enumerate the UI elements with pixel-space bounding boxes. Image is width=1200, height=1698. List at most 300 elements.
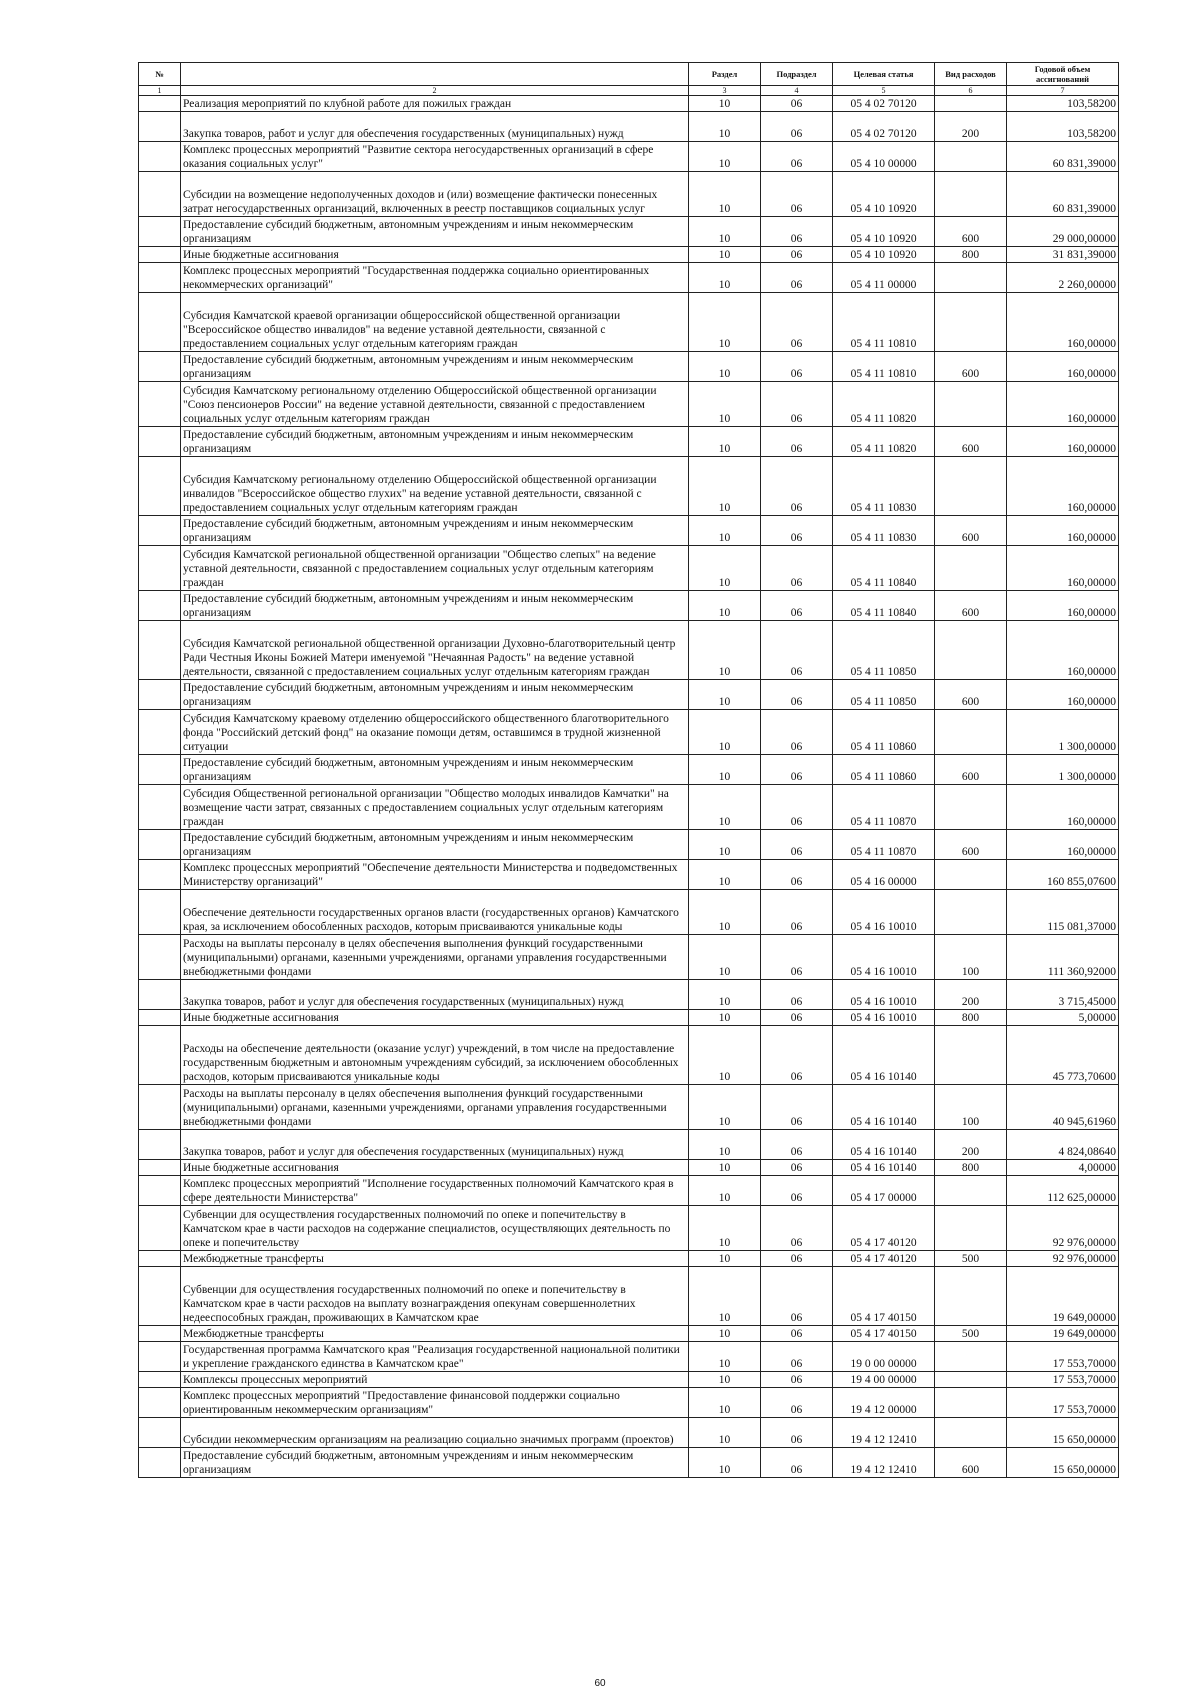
amount-cell: 92 976,00000 bbox=[1007, 1251, 1119, 1267]
table-row bbox=[139, 1388, 1119, 1418]
target-article-cell: 05 4 11 10870 bbox=[833, 830, 935, 860]
amount-cell: 160,00000 bbox=[1007, 621, 1119, 680]
expense-type-cell: 100 bbox=[935, 935, 1007, 980]
amount-cell: 160,00000 bbox=[1007, 382, 1119, 427]
expense-type-cell bbox=[935, 1176, 1007, 1206]
subsection-cell: 06 bbox=[761, 142, 833, 172]
table-row bbox=[139, 1026, 1119, 1085]
row-number-cell bbox=[139, 980, 181, 1010]
table-row bbox=[139, 1326, 1119, 1342]
target-article-cell: 05 4 02 70120 bbox=[833, 96, 935, 112]
target-article-cell: 19 4 12 00000 bbox=[833, 1388, 935, 1418]
row-number-cell bbox=[139, 591, 181, 621]
expense-name-cell: Межбюджетные трансферты bbox=[181, 1326, 689, 1342]
subsection-cell: 06 bbox=[761, 785, 833, 830]
column-number: 2 bbox=[181, 86, 689, 96]
amount-cell: 112 625,00000 bbox=[1007, 1176, 1119, 1206]
section-cell: 10 bbox=[689, 112, 761, 142]
expense-type-cell bbox=[935, 621, 1007, 680]
target-article-cell: 05 4 11 10810 bbox=[833, 293, 935, 352]
amount-cell: 111 360,92000 bbox=[1007, 935, 1119, 980]
row-number-cell bbox=[139, 1160, 181, 1176]
budget-sheet bbox=[138, 62, 1118, 1478]
expense-type-cell bbox=[935, 172, 1007, 217]
expense-type-cell bbox=[935, 293, 1007, 352]
section-cell: 10 bbox=[689, 293, 761, 352]
target-article-cell: 05 4 10 00000 bbox=[833, 142, 935, 172]
expense-name-cell: Закупка товаров, работ и услуг для обеспечения государственных (муниципальных) нужд bbox=[181, 1130, 689, 1160]
table-row bbox=[139, 1176, 1119, 1206]
expense-type-cell bbox=[935, 1388, 1007, 1418]
row-number-cell bbox=[139, 457, 181, 516]
table-row bbox=[139, 263, 1119, 293]
target-article-cell: 19 4 00 00000 bbox=[833, 1372, 935, 1388]
subsection-cell: 06 bbox=[761, 1418, 833, 1448]
target-article-cell: 05 4 17 40150 bbox=[833, 1326, 935, 1342]
section-cell: 10 bbox=[689, 1206, 761, 1251]
amount-cell: 29 000,00000 bbox=[1007, 217, 1119, 247]
section-cell: 10 bbox=[689, 1130, 761, 1160]
section-cell: 10 bbox=[689, 1176, 761, 1206]
target-article-cell: 05 4 10 10920 bbox=[833, 247, 935, 263]
column-number: 4 bbox=[761, 86, 833, 96]
subsection-cell: 06 bbox=[761, 1267, 833, 1326]
expense-name-cell: Государственная программа Камчатского края "Реализация государственной национальной политики и укрепление гражданского единства в Камчатском крае" bbox=[181, 1342, 689, 1372]
section-cell: 10 bbox=[689, 1448, 761, 1478]
section-cell: 10 bbox=[689, 1388, 761, 1418]
section-cell: 10 bbox=[689, 830, 761, 860]
amount-cell: 3 715,45000 bbox=[1007, 980, 1119, 1010]
column-number: 1 bbox=[139, 86, 181, 96]
section-cell: 10 bbox=[689, 142, 761, 172]
target-article-cell: 05 4 11 10860 bbox=[833, 755, 935, 785]
target-article-cell: 05 4 11 10830 bbox=[833, 457, 935, 516]
subsection-cell: 06 bbox=[761, 217, 833, 247]
amount-cell: 115 081,37000 bbox=[1007, 890, 1119, 935]
expense-name-cell: Субсидия Камчатской региональной общественной организации "Общество слепых" на ведение уставной деятельности, связанной с предоставлением социальных услуг отдельным категориям граждан bbox=[181, 546, 689, 591]
expense-name-cell: Реализация мероприятий по клубной работе для пожилых граждан bbox=[181, 96, 689, 112]
expense-type-cell: 200 bbox=[935, 112, 1007, 142]
row-number-cell bbox=[139, 293, 181, 352]
table-row bbox=[139, 1418, 1119, 1448]
subsection-cell: 06 bbox=[761, 621, 833, 680]
expense-name-cell: Обеспечение деятельности государственных органов власти (государственных органов) Камчатского края, за исключением обособленных расходов, которым присваиваются уникальные коды bbox=[181, 890, 689, 935]
row-number-cell bbox=[139, 172, 181, 217]
table-row bbox=[139, 860, 1119, 890]
expense-name-cell: Предоставление субсидий бюджетным, автономным учреждениям и иным некоммерческим организациям bbox=[181, 427, 689, 457]
expense-type-cell bbox=[935, 1026, 1007, 1085]
header-subsection: Подраздел bbox=[761, 63, 833, 86]
target-article-cell: 05 4 16 10010 bbox=[833, 935, 935, 980]
expense-name-cell: Расходы на выплаты персоналу в целях обеспечения выполнения функций государственными (муниципальными) органами, казенными учреждениями, органами управления государственными внебюджетными фондами bbox=[181, 1085, 689, 1130]
expense-type-cell bbox=[935, 1418, 1007, 1448]
target-article-cell: 05 4 16 00000 bbox=[833, 860, 935, 890]
expense-name-cell: Закупка товаров, работ и услуг для обеспечения государственных (муниципальных) нужд bbox=[181, 112, 689, 142]
subsection-cell: 06 bbox=[761, 1372, 833, 1388]
subsection-cell: 06 bbox=[761, 755, 833, 785]
budget-table bbox=[138, 62, 1119, 1478]
row-number-cell bbox=[139, 860, 181, 890]
amount-cell: 103,58200 bbox=[1007, 112, 1119, 142]
row-number-cell bbox=[139, 1176, 181, 1206]
expense-name-cell: Предоставление субсидий бюджетным, автономным учреждениям и иным некоммерческим организациям bbox=[181, 516, 689, 546]
expense-type-cell: 600 bbox=[935, 352, 1007, 382]
expense-name-cell: Субсидия Общественной региональной организации "Общество молодых инвалидов Камчатки" на возмещение части затрат, связанных с предоставлением социальных услуг отдельным категориям граждан bbox=[181, 785, 689, 830]
expense-name-cell: Субвенции для осуществления государственных полномочий по опеке и попечительству в Камчатском крае в части расходов на выплату вознаграждения опекунам совершеннолетних недееспособных граждан, проживающих в Камчатском крае bbox=[181, 1267, 689, 1326]
row-number-cell bbox=[139, 142, 181, 172]
section-cell: 10 bbox=[689, 352, 761, 382]
amount-cell: 19 649,00000 bbox=[1007, 1267, 1119, 1326]
section-cell: 10 bbox=[689, 591, 761, 621]
header-amount: Годовой объем ассигнований bbox=[1007, 63, 1119, 86]
row-number-cell bbox=[139, 96, 181, 112]
subsection-cell: 06 bbox=[761, 1010, 833, 1026]
row-number-cell bbox=[139, 890, 181, 935]
amount-cell: 160,00000 bbox=[1007, 591, 1119, 621]
subsection-cell: 06 bbox=[761, 516, 833, 546]
expense-name-cell: Субсидии некоммерческим организациям на реализацию социально значимых программ (проектов) bbox=[181, 1418, 689, 1448]
amount-cell: 4 824,08640 bbox=[1007, 1130, 1119, 1160]
expense-name-cell: Субсидия Камчатскому региональному отделению Общероссийской общественной организации инвалидов "Всероссийское общество глухих" на ведение уставной деятельности, связанной с предоставлением социальных услуг отдельным категориям граждан bbox=[181, 457, 689, 516]
expense-name-cell: Субсидия Камчатской региональной общественной организации Духовно-благотворительный центр Ради Честныя Иконы Божией Матери именуемой "Нечаянная Радость" на ведение уставной деятельности, связанной с предоставлением социальных услуг отдельным категориям граждан bbox=[181, 621, 689, 680]
subsection-cell: 06 bbox=[761, 1342, 833, 1372]
row-number-cell bbox=[139, 1372, 181, 1388]
section-cell: 10 bbox=[689, 1251, 761, 1267]
column-number: 6 bbox=[935, 86, 1007, 96]
table-row bbox=[139, 980, 1119, 1010]
subsection-cell: 06 bbox=[761, 457, 833, 516]
expense-type-cell bbox=[935, 710, 1007, 755]
row-number-cell bbox=[139, 785, 181, 830]
section-cell: 10 bbox=[689, 427, 761, 457]
target-article-cell: 05 4 17 40150 bbox=[833, 1267, 935, 1326]
amount-cell: 160,00000 bbox=[1007, 785, 1119, 830]
table-row bbox=[139, 710, 1119, 755]
target-article-cell: 05 4 11 10850 bbox=[833, 621, 935, 680]
row-number-cell bbox=[139, 1251, 181, 1267]
amount-cell: 160,00000 bbox=[1007, 516, 1119, 546]
table-row bbox=[139, 427, 1119, 457]
section-cell: 10 bbox=[689, 382, 761, 427]
target-article-cell: 19 4 12 12410 bbox=[833, 1418, 935, 1448]
target-article-cell: 05 4 16 10140 bbox=[833, 1026, 935, 1085]
amount-cell: 17 553,70000 bbox=[1007, 1342, 1119, 1372]
row-number-cell bbox=[139, 1026, 181, 1085]
row-number-cell bbox=[139, 382, 181, 427]
header-section: Раздел bbox=[689, 63, 761, 86]
table-row bbox=[139, 830, 1119, 860]
expense-name-cell: Расходы на выплаты персоналу в целях обеспечения выполнения функций государственными (муниципальными) органами, казенными учреждениями, органами управления государственными внебюджетными фондами bbox=[181, 935, 689, 980]
target-article-cell: 05 4 10 10920 bbox=[833, 172, 935, 217]
table-row bbox=[139, 1010, 1119, 1026]
expense-type-cell bbox=[935, 1372, 1007, 1388]
subsection-cell: 06 bbox=[761, 710, 833, 755]
subsection-cell: 06 bbox=[761, 1160, 833, 1176]
subsection-cell: 06 bbox=[761, 591, 833, 621]
expense-type-cell bbox=[935, 1206, 1007, 1251]
subsection-cell: 06 bbox=[761, 1251, 833, 1267]
row-number-cell bbox=[139, 1448, 181, 1478]
expense-name-cell: Комплексы процессных мероприятий bbox=[181, 1372, 689, 1388]
table-row bbox=[139, 217, 1119, 247]
expense-name-cell: Расходы на обеспечение деятельности (оказание услуг) учреждений, в том числе на предоставление государственным бюджетным и автономным учреждениям субсидий, за исключением обособленных расходов, которым присваиваются уникальные коды bbox=[181, 1026, 689, 1085]
amount-cell: 60 831,39000 bbox=[1007, 172, 1119, 217]
amount-cell: 15 650,00000 bbox=[1007, 1418, 1119, 1448]
amount-cell: 60 831,39000 bbox=[1007, 142, 1119, 172]
amount-cell: 45 773,70600 bbox=[1007, 1026, 1119, 1085]
expense-name-cell: Комплекс процессных мероприятий "Обеспечение деятельности Министерства и подведомственных Министерству организаций" bbox=[181, 860, 689, 890]
subsection-cell: 06 bbox=[761, 247, 833, 263]
row-number-cell bbox=[139, 546, 181, 591]
amount-cell: 160,00000 bbox=[1007, 680, 1119, 710]
section-cell: 10 bbox=[689, 172, 761, 217]
subsection-cell: 06 bbox=[761, 172, 833, 217]
target-article-cell: 05 4 16 10140 bbox=[833, 1160, 935, 1176]
expense-name-cell: Субвенции для осуществления государственных полномочий по опеке и попечительству в Камчатском крае в части расходов на содержание специалистов, осуществляющих деятельность по опеке и попечительству bbox=[181, 1206, 689, 1251]
target-article-cell: 05 4 11 10810 bbox=[833, 352, 935, 382]
expense-type-cell: 500 bbox=[935, 1326, 1007, 1342]
section-cell: 10 bbox=[689, 247, 761, 263]
section-cell: 10 bbox=[689, 546, 761, 591]
table-row bbox=[139, 96, 1119, 112]
header-row bbox=[139, 63, 1119, 86]
amount-cell: 15 650,00000 bbox=[1007, 1448, 1119, 1478]
table-row bbox=[139, 457, 1119, 516]
target-article-cell: 05 4 16 10140 bbox=[833, 1085, 935, 1130]
row-number-cell bbox=[139, 755, 181, 785]
subsection-cell: 06 bbox=[761, 1176, 833, 1206]
table-row bbox=[139, 142, 1119, 172]
table-row bbox=[139, 1206, 1119, 1251]
table-row bbox=[139, 1085, 1119, 1130]
expense-type-cell bbox=[935, 860, 1007, 890]
expense-name-cell: Предоставление субсидий бюджетным, автономным учреждениям и иным некоммерческим организациям bbox=[181, 217, 689, 247]
amount-cell: 1 300,00000 bbox=[1007, 755, 1119, 785]
subsection-cell: 06 bbox=[761, 352, 833, 382]
expense-type-cell: 500 bbox=[935, 1251, 1007, 1267]
row-number-cell bbox=[139, 1130, 181, 1160]
section-cell: 10 bbox=[689, 96, 761, 112]
subsection-cell: 06 bbox=[761, 860, 833, 890]
expense-name-cell: Субсидии на возмещение недополученных доходов и (или) возмещение фактически понесенных затрат негосударственных организаций, включенных в реестр поставщиков социальных услуг bbox=[181, 172, 689, 217]
expense-type-cell bbox=[935, 890, 1007, 935]
amount-cell: 40 945,61960 bbox=[1007, 1085, 1119, 1130]
row-number-cell bbox=[139, 352, 181, 382]
expense-type-cell: 100 bbox=[935, 1085, 1007, 1130]
amount-cell: 17 553,70000 bbox=[1007, 1372, 1119, 1388]
subsection-cell: 06 bbox=[761, 1026, 833, 1085]
target-article-cell: 05 4 02 70120 bbox=[833, 112, 935, 142]
expense-name-cell: Субсидия Камчатскому краевому отделению общероссийского общественного благотворительного фонда "Российский детский фонд" на оказание помощи детям, оставшимся в трудной жизненной ситуации bbox=[181, 710, 689, 755]
expense-type-cell: 600 bbox=[935, 516, 1007, 546]
expense-type-cell: 200 bbox=[935, 1130, 1007, 1160]
expense-type-cell bbox=[935, 785, 1007, 830]
section-cell: 10 bbox=[689, 457, 761, 516]
row-number-cell bbox=[139, 217, 181, 247]
table-row bbox=[139, 1372, 1119, 1388]
target-article-cell: 05 4 17 40120 bbox=[833, 1251, 935, 1267]
target-article-cell: 05 4 11 10840 bbox=[833, 546, 935, 591]
target-article-cell: 05 4 17 40120 bbox=[833, 1206, 935, 1251]
row-number-cell bbox=[139, 935, 181, 980]
section-cell: 10 bbox=[689, 755, 761, 785]
page-number: 60 bbox=[594, 1678, 606, 1689]
section-cell: 10 bbox=[689, 710, 761, 755]
amount-cell: 160,00000 bbox=[1007, 427, 1119, 457]
expense-name-cell: Предоставление субсидий бюджетным, автономным учреждениям и иным некоммерческим организациям bbox=[181, 680, 689, 710]
section-cell: 10 bbox=[689, 516, 761, 546]
column-number: 7 bbox=[1007, 86, 1119, 96]
section-cell: 10 bbox=[689, 1160, 761, 1176]
expense-type-cell bbox=[935, 382, 1007, 427]
section-cell: 10 bbox=[689, 1326, 761, 1342]
row-number-cell bbox=[139, 1326, 181, 1342]
target-article-cell: 05 4 11 00000 bbox=[833, 263, 935, 293]
expense-type-cell bbox=[935, 1342, 1007, 1372]
amount-cell: 160,00000 bbox=[1007, 352, 1119, 382]
row-number-cell bbox=[139, 1206, 181, 1251]
expense-type-cell: 600 bbox=[935, 1448, 1007, 1478]
target-article-cell: 05 4 11 10820 bbox=[833, 427, 935, 457]
row-number-cell bbox=[139, 247, 181, 263]
expense-name-cell: Субсидия Камчатской краевой организации общероссийской общественной организации "Всероссийское общество инвалидов" на ведение уставной деятельности, связанной с предоставлением социальных услуг отдельным категориям граждан bbox=[181, 293, 689, 352]
row-number-cell bbox=[139, 830, 181, 860]
expense-name-cell: Комплекс процессных мероприятий "Предоставление финансовой поддержки социально ориентированным некоммерческим организациям" bbox=[181, 1388, 689, 1418]
subsection-cell: 06 bbox=[761, 112, 833, 142]
section-cell: 10 bbox=[689, 1342, 761, 1372]
section-cell: 10 bbox=[689, 1372, 761, 1388]
row-number-cell bbox=[139, 621, 181, 680]
section-cell: 10 bbox=[689, 680, 761, 710]
target-article-cell: 19 4 12 12410 bbox=[833, 1448, 935, 1478]
amount-cell: 160,00000 bbox=[1007, 457, 1119, 516]
row-number-cell bbox=[139, 1085, 181, 1130]
expense-type-cell: 200 bbox=[935, 980, 1007, 1010]
section-cell: 10 bbox=[689, 1267, 761, 1326]
expense-name-cell: Предоставление субсидий бюджетным, автономным учреждениям и иным некоммерческим организациям bbox=[181, 591, 689, 621]
amount-cell: 1 300,00000 bbox=[1007, 710, 1119, 755]
subsection-cell: 06 bbox=[761, 935, 833, 980]
amount-cell: 5,00000 bbox=[1007, 1010, 1119, 1026]
expense-name-cell: Комплекс процессных мероприятий "Государственная поддержка социально ориентированных некоммерческих организаций" bbox=[181, 263, 689, 293]
subsection-cell: 06 bbox=[761, 1130, 833, 1160]
table-row bbox=[139, 293, 1119, 352]
expense-type-cell: 600 bbox=[935, 591, 1007, 621]
expense-type-cell: 800 bbox=[935, 1010, 1007, 1026]
expense-type-cell bbox=[935, 96, 1007, 112]
subsection-cell: 06 bbox=[761, 293, 833, 352]
section-cell: 10 bbox=[689, 1026, 761, 1085]
expense-name-cell: Иные бюджетные ассигнования bbox=[181, 1160, 689, 1176]
table-row bbox=[139, 785, 1119, 830]
subsection-cell: 06 bbox=[761, 1085, 833, 1130]
target-article-cell: 05 4 11 10870 bbox=[833, 785, 935, 830]
expense-type-cell: 800 bbox=[935, 247, 1007, 263]
amount-cell: 160,00000 bbox=[1007, 293, 1119, 352]
amount-cell: 17 553,70000 bbox=[1007, 1388, 1119, 1418]
target-article-cell: 05 4 16 10010 bbox=[833, 1010, 935, 1026]
row-number-cell bbox=[139, 1418, 181, 1448]
subsection-cell: 06 bbox=[761, 680, 833, 710]
row-number-cell bbox=[139, 1342, 181, 1372]
table-row bbox=[139, 935, 1119, 980]
subsection-cell: 06 bbox=[761, 427, 833, 457]
amount-cell: 160,00000 bbox=[1007, 546, 1119, 591]
amount-cell: 160 855,07600 bbox=[1007, 860, 1119, 890]
expense-name-cell: Субсидия Камчатскому региональному отделению Общероссийской общественной организации "Союз пенсионеров России" на ведение уставной деятельности, связанной с предоставлением социальных услуг отдельным категориям граждан bbox=[181, 382, 689, 427]
row-number-cell bbox=[139, 1388, 181, 1418]
header-article: Целевая статья bbox=[833, 63, 935, 86]
table-row bbox=[139, 382, 1119, 427]
row-number-cell bbox=[139, 263, 181, 293]
expense-type-cell: 600 bbox=[935, 755, 1007, 785]
section-cell: 10 bbox=[689, 1418, 761, 1448]
expense-type-cell bbox=[935, 142, 1007, 172]
table-row bbox=[139, 1130, 1119, 1160]
row-number-cell bbox=[139, 1010, 181, 1026]
subsection-cell: 06 bbox=[761, 830, 833, 860]
row-number-cell bbox=[139, 516, 181, 546]
column-number: 3 bbox=[689, 86, 761, 96]
table-row bbox=[139, 591, 1119, 621]
table-row bbox=[139, 1342, 1119, 1372]
amount-cell: 31 831,39000 bbox=[1007, 247, 1119, 263]
expense-name-cell: Иные бюджетные ассигнования bbox=[181, 247, 689, 263]
target-article-cell: 05 4 11 10820 bbox=[833, 382, 935, 427]
table-row bbox=[139, 1160, 1119, 1176]
expense-type-cell bbox=[935, 263, 1007, 293]
expense-type-cell: 800 bbox=[935, 1160, 1007, 1176]
expense-type-cell: 600 bbox=[935, 217, 1007, 247]
expense-name-cell: Предоставление субсидий бюджетным, автономным учреждениям и иным некоммерческим организациям bbox=[181, 755, 689, 785]
target-article-cell: 05 4 10 10920 bbox=[833, 217, 935, 247]
row-number-cell bbox=[139, 427, 181, 457]
expense-name-cell: Предоставление субсидий бюджетным, автономным учреждениям и иным некоммерческим организациям bbox=[181, 830, 689, 860]
target-article-cell: 05 4 16 10010 bbox=[833, 980, 935, 1010]
amount-cell: 2 260,00000 bbox=[1007, 263, 1119, 293]
subsection-cell: 06 bbox=[761, 980, 833, 1010]
expense-name-cell: Закупка товаров, работ и услуг для обеспечения государственных (муниципальных) нужд bbox=[181, 980, 689, 1010]
table-row bbox=[139, 890, 1119, 935]
expense-type-cell bbox=[935, 1267, 1007, 1326]
expense-name-cell: Иные бюджетные ассигнования bbox=[181, 1010, 689, 1026]
table-row bbox=[139, 621, 1119, 680]
subsection-cell: 06 bbox=[761, 263, 833, 293]
subsection-cell: 06 bbox=[761, 1326, 833, 1342]
table-row bbox=[139, 247, 1119, 263]
table-row bbox=[139, 755, 1119, 785]
target-article-cell: 05 4 11 10850 bbox=[833, 680, 935, 710]
expense-type-cell: 600 bbox=[935, 680, 1007, 710]
expense-type-cell bbox=[935, 546, 1007, 591]
subsection-cell: 06 bbox=[761, 1206, 833, 1251]
section-cell: 10 bbox=[689, 860, 761, 890]
expense-name-cell: Предоставление субсидий бюджетным, автономным учреждениям и иным некоммерческим организациям bbox=[181, 1448, 689, 1478]
section-cell: 10 bbox=[689, 935, 761, 980]
section-cell: 10 bbox=[689, 621, 761, 680]
target-article-cell: 19 0 00 00000 bbox=[833, 1342, 935, 1372]
target-article-cell: 05 4 11 10830 bbox=[833, 516, 935, 546]
header-num: № bbox=[139, 63, 181, 86]
column-number: 5 bbox=[833, 86, 935, 96]
table-row bbox=[139, 352, 1119, 382]
table-row bbox=[139, 1251, 1119, 1267]
row-number-cell bbox=[139, 680, 181, 710]
amount-cell: 160,00000 bbox=[1007, 830, 1119, 860]
amount-cell: 92 976,00000 bbox=[1007, 1206, 1119, 1251]
target-article-cell: 05 4 11 10860 bbox=[833, 710, 935, 755]
column-number-row bbox=[139, 86, 1119, 96]
